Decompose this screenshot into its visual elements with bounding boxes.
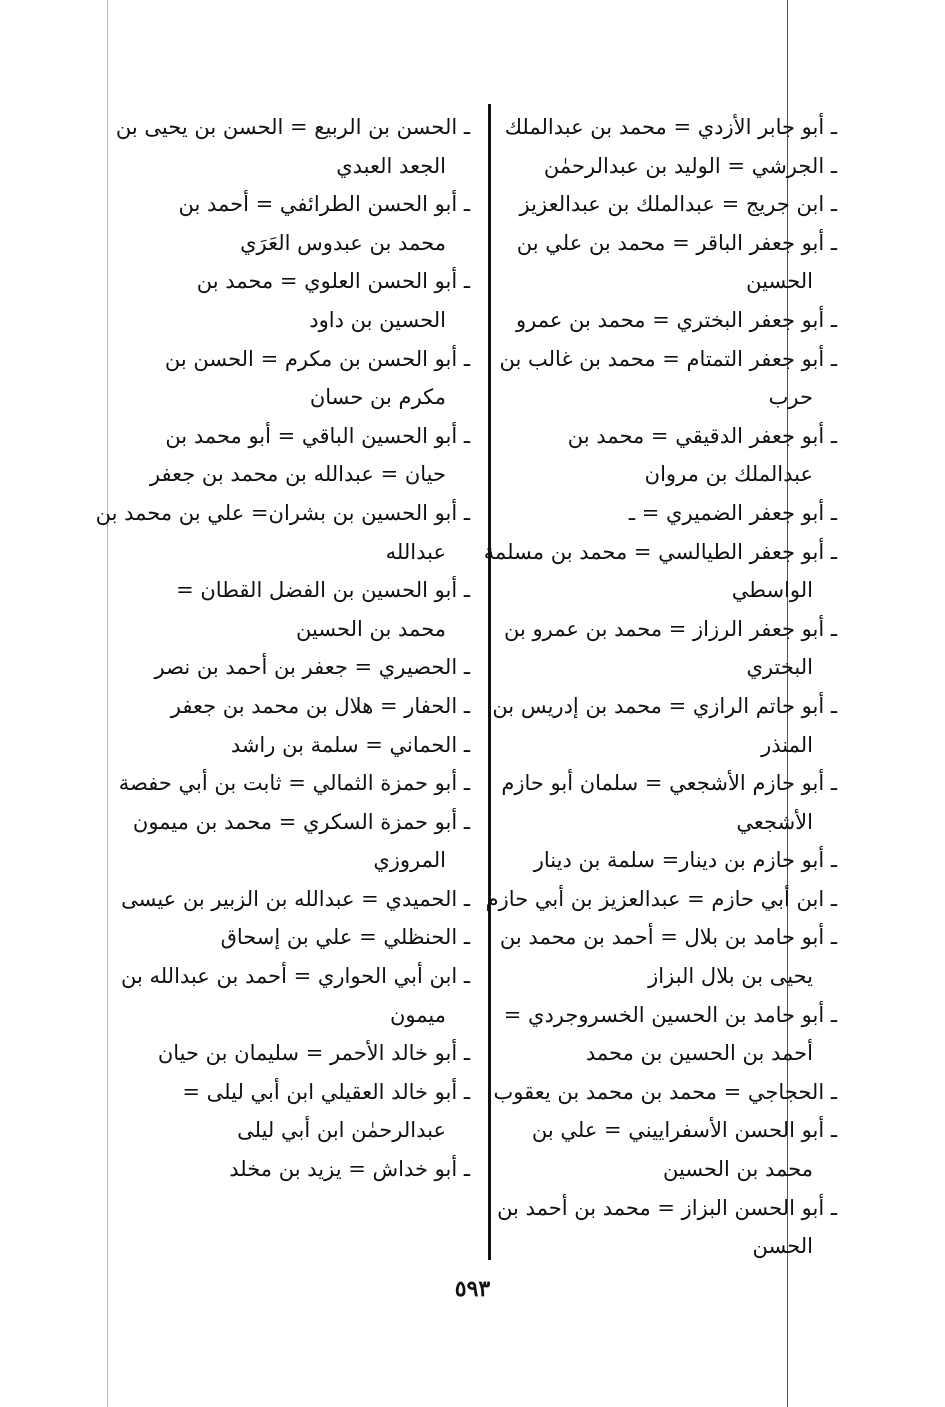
entry-text: ـ ابن أبي الحواري = أحمد بن عبدالله بن xyxy=(120,964,470,989)
index-entry xyxy=(512,185,837,224)
entry-text: ـ الحسن بن الربيع = الحسن بن يحيى بن xyxy=(115,115,470,139)
entry-text: ـ الجرشي = الوليد بن عبدالرحمٰن xyxy=(543,153,837,178)
index-entry xyxy=(512,147,837,186)
entry-continuation: الواسطي xyxy=(731,578,813,603)
index-entry xyxy=(118,764,470,803)
entry-text: ـ الحنظلي = علي بن إسحاق xyxy=(220,925,470,950)
index-entry xyxy=(120,957,470,1034)
left-column xyxy=(95,108,470,1189)
index-entry xyxy=(115,108,470,185)
right-column xyxy=(483,108,837,1266)
entry-text: ـ أبو جعفر الطيالسي = محمد بن مسلمة xyxy=(483,539,837,564)
index-entry xyxy=(492,687,837,764)
entry-text: ـ أبو الحسن الأسفراييني = علي بن xyxy=(531,1118,837,1143)
index-entry xyxy=(512,1111,837,1188)
index-entry xyxy=(493,1073,837,1112)
index-entry xyxy=(504,610,837,687)
index-entry xyxy=(140,571,470,648)
index-entry xyxy=(503,996,837,1073)
entry-continuation: محمد بن الحسين xyxy=(296,616,446,641)
index-entry xyxy=(140,687,470,726)
index-entry xyxy=(140,340,470,417)
index-entry xyxy=(140,648,470,687)
entry-continuation: المروزي xyxy=(373,848,446,873)
index-entry xyxy=(512,301,837,340)
column-divider xyxy=(488,104,491,1260)
index-entry xyxy=(501,764,837,841)
page-number: ٥٩٣ xyxy=(454,1276,491,1302)
index-entry xyxy=(121,880,470,919)
entry-text: ـ أبو خالد الأحمر = سليمان بن حيان xyxy=(157,1041,470,1066)
entry-text: ـ الحفار = هلال بن محمد بن جعفر xyxy=(170,693,470,718)
entry-continuation: عبدالرحمٰن ابن أبي ليلى xyxy=(237,1118,446,1143)
entry-continuation: عبدالملك بن مروان xyxy=(644,462,813,487)
entry-continuation: ميمون xyxy=(390,1002,446,1027)
scan-edge-line-left xyxy=(107,0,108,1407)
index-entry xyxy=(512,224,837,301)
entry-continuation: المنذر xyxy=(761,732,813,757)
entry-text: ـ أبو حاتم الرازي = محمد بن إدريس بن xyxy=(492,693,837,718)
entry-text: ـ أبو خالد العقيلي ابن أبي ليلى = xyxy=(182,1079,470,1104)
index-entry xyxy=(140,1073,470,1150)
index-entry xyxy=(499,340,837,417)
index-entry xyxy=(504,108,837,147)
index-entry xyxy=(140,1034,470,1073)
entry-text: ـ أبو حمزة الثمالي = ثابت بن أبي حفصة xyxy=(118,771,470,796)
index-entry xyxy=(140,918,470,957)
entry-text: ـ أبو جعفر الرزاز = محمد بن عمرو بن xyxy=(504,616,837,641)
entry-text: ـ أبو الحسن العلوي = محمد بن xyxy=(196,269,470,294)
index-entry xyxy=(95,494,470,571)
entry-continuation: البختري xyxy=(746,655,813,680)
index-entry xyxy=(497,1189,837,1266)
entry-text: ـ أبو جعفر التمتام = محمد بن غالب بن xyxy=(499,346,837,371)
index-entry xyxy=(512,841,837,880)
entry-text: ـ أبو خداش = يزيد بن مخلد xyxy=(229,1157,470,1182)
entry-text: ـ أبو حامد بن الحسين الخسروجردي = xyxy=(503,1002,837,1027)
entry-text: ـ ابن أبي حازم = عبدالعزيز بن أبي حازم xyxy=(485,886,837,911)
entry-text: ـ الحميدي = عبدالله بن الزبير بن عيسى xyxy=(121,886,470,911)
entry-continuation: يحيى بن بلال البزاز xyxy=(648,964,813,989)
entry-text: ـ الحماني = سلمة بن راشد xyxy=(230,732,470,757)
entry-text: ـ أبو الحسن بن مكرم = الحسن بن xyxy=(164,346,470,371)
index-entry xyxy=(499,918,837,995)
entry-text: ـ أبو الحسين الباقي = أبو محمد بن xyxy=(165,423,470,448)
entry-continuation: الحسين xyxy=(746,269,813,294)
entry-text: ـ أبو حازم بن دينار= سلمة بن دينار xyxy=(533,848,837,873)
entry-text: ـ أبو جعفر الباقر = محمد بن علي بن xyxy=(516,230,837,255)
index-entry xyxy=(485,880,837,919)
entry-continuation: محمد بن عبدوس العَرَي xyxy=(240,230,446,255)
entry-text: ـ أبو حمزة السكري = محمد بن ميمون xyxy=(132,809,470,834)
index-entry xyxy=(483,533,837,610)
entry-continuation: أحمد بن الحسين بن محمد xyxy=(585,1041,813,1066)
entry-continuation: حيان = عبدالله بن محمد بن جعفر xyxy=(149,462,446,487)
entry-text: ـ أبو الحسن الطرائفي = أحمد بن xyxy=(178,192,470,217)
entry-continuation: عبدالله xyxy=(385,539,446,564)
entry-text: ـ أبو حامد بن بلال = أحمد بن محمد بن xyxy=(499,925,837,950)
index-entry xyxy=(512,494,837,533)
index-entry xyxy=(140,185,470,262)
entry-text: ـ أبو الحسن البزاز = محمد بن أحمد بن xyxy=(497,1195,837,1220)
index-entry xyxy=(140,262,470,339)
entry-text: ـ أبو جابر الأزدي = محمد بن عبدالملك xyxy=(504,115,837,139)
entry-text: ـ أبو جعفر الدقيقي = محمد بن xyxy=(567,423,837,448)
entry-text: ـ ابن جريج = عبدالملك بن عبدالعزيز xyxy=(519,192,837,217)
entry-text: ـ الحجاجي = محمد بن محمد بن يعقوب xyxy=(493,1079,837,1104)
entry-continuation: الجعد العبدي xyxy=(336,153,446,178)
index-entry xyxy=(512,417,837,494)
index-entry xyxy=(140,726,470,765)
entry-text: ـ أبو الحسين بن بشران= علي بن محمد بن xyxy=(95,500,470,525)
entry-continuation: الأشجعي xyxy=(736,809,813,834)
entry-text: ـ أبو جعفر الضميري = ـ xyxy=(628,500,837,525)
entry-text: ـ أبو الحسين بن الفضل القطان = xyxy=(176,578,470,603)
index-entry xyxy=(140,417,470,494)
entry-text: ـ أبو حازم الأشجعي = سلمان أبو حازم xyxy=(501,771,837,796)
index-entry xyxy=(132,803,470,880)
entry-text: ـ أبو جعفر البختري = محمد بن عمرو xyxy=(515,307,837,332)
entry-continuation: الحسن xyxy=(752,1234,813,1259)
entry-text: ـ الحصيري = جعفر بن أحمد بن نصر xyxy=(154,655,470,680)
entry-continuation: الحسين بن داود xyxy=(309,307,446,332)
entry-continuation: محمد بن الحسين xyxy=(663,1157,813,1182)
entry-continuation: مكرم بن حسان xyxy=(309,385,446,410)
entry-continuation: حرب xyxy=(768,385,813,410)
index-entry xyxy=(140,1150,470,1189)
